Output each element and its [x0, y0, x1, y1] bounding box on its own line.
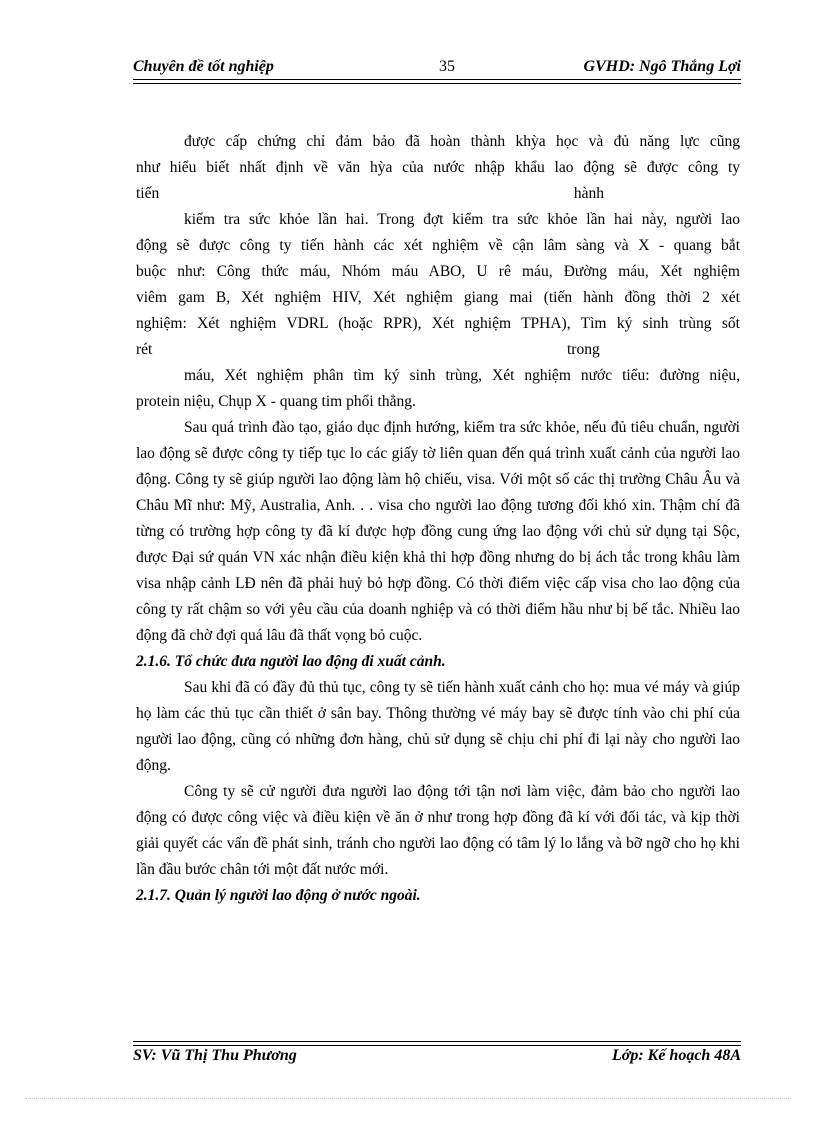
- section-heading-2-1-7: 2.1.7. Quản lý người lao động ở nước ngoài.: [136, 887, 421, 904]
- header-rule-thick: [133, 79, 741, 80]
- paragraph-5: Sau khi đã có đầy đủ thủ tục, công ty sẽ tiến hành xuất cảnh cho họ: mua vé máy và giúp họ làm các thủ tục cần thiết ở sân bay. Thông thường vé máy bay sẽ được tính vào chi phí của người lao động, cũng có những đơn hàng, chủ sử dụng sẽ chịu chi phí đi lại này cho người lao động.: [136, 679, 740, 774]
- paragraph-2: [136, 207, 740, 363]
- page-body: [136, 129, 740, 909]
- footer-class: Lớp: Kế hoạch 48A: [611, 1047, 741, 1064]
- text-line: buộc như: Công thức máu, Nhóm máu ABO, U rê máu, Đường máu, Xét nghiệm: [136, 263, 740, 280]
- header-supervisor: GVHD: Ngô Thắng Lợi: [583, 58, 741, 75]
- section-heading-2-1-6: 2.1.6. Tổ chức đưa người lao động đi xuất cảnh.: [136, 653, 446, 670]
- text-line: như hiểu biết nhất định về văn hỳa của nước nhập khẩu lao động sẽ được công ty: [136, 159, 740, 176]
- text-line: động sẽ được công ty tiến hành các xét nghiệm về cận lâm sàng và X - quang bắt: [136, 237, 740, 254]
- page-header: [133, 56, 741, 80]
- text-line: protein niệu, Chụp X - quang tim phổi thẳng.: [136, 393, 416, 410]
- header-title: Chuyên đề tốt nghiệp: [133, 58, 274, 75]
- text-line: viêm gam B, Xét nghiệm HIV, Xét nghiệm giang mai (tiến hành đồng thời 2 xét: [136, 289, 740, 306]
- text-line: tiến hành: [136, 185, 604, 202]
- text-line: được cấp chứng chỉ đảm bảo đã hoàn thành khỳa học và đủ năng lực cũng: [184, 133, 740, 150]
- paragraph-6: Công ty sẽ cử người đưa người lao động tới tận nơi làm việc, đảm bảo cho người lao động có được công việc và điều kiện về ăn ở như trong hợp đồng đã kí với đối tác, và kịp thời giải quyết các vấn đề phát sinh, tránh cho người lao động có tâm lý lo lắng và bỡ ngỡ cho họ khi lần đầu bước chân tới một đất nước mới.: [136, 783, 740, 878]
- paragraph-1: [136, 129, 740, 207]
- text-line: máu, Xét nghiệm phân tìm ký sinh trùng, Xét nghiệm nước tiểu: đường niệu,: [184, 367, 740, 384]
- footer-rule-thin: [133, 1041, 741, 1042]
- page-boundary-dotted: [25, 1098, 791, 1099]
- page-number: 35: [439, 58, 455, 75]
- text-line: kiểm tra sức khỏe lần hai. Trong đợt kiểm tra sức khỏe lần hai này, người lao: [184, 211, 740, 228]
- text-line: rét trong: [136, 341, 600, 358]
- text-line: nghiệm: Xét nghiệm VDRL (hoặc RPR), Xét nghiệm TPHA), Tìm ký sinh trùng sốt: [136, 315, 740, 332]
- header-rule-thin: [133, 83, 741, 84]
- paragraph-4: Sau quá trình đào tạo, giáo dục định hướng, kiểm tra sức khỏe, nếu đủ tiêu chuẩn, người lao động sẽ được công ty tiếp tục lo các giấy tờ liên quan đến quá trình xuất cảnh của người lao động. Công ty sẽ giúp người lao động làm hộ chiếu, visa. Với một số các thị trường Châu Âu và Châu Mĩ như: Mỹ, Australia, Anh. . . visa cho người lao động tương đối khó xin. Thậm chí đã từng có trường hợp công ty đã kí được hợp đồng cung ứng lao động với chủ sử dụng tại Sộc, được Đại sứ quán VN xác nhận điều kiện khả thi hợp đồng nhưng do bị ách tắc trong khâu làm visa nhập cảnh LĐ nên đã phải huỷ bỏ hợp đồng. Có thời điểm việc cấp visa cho lao động của công ty rất chậm so với yêu cầu của doanh nghiệp và có thời điểm hầu như bị bế tắc. Nhiều lao động đã chờ đợi quá lâu đã thất vọng bỏ cuộc.: [136, 419, 740, 644]
- page-footer: [133, 1047, 741, 1071]
- paragraph-3: [136, 363, 740, 415]
- footer-rule-thick: [133, 1045, 741, 1046]
- footer-student: SV: Vũ Thị Thu Phương: [133, 1047, 297, 1064]
